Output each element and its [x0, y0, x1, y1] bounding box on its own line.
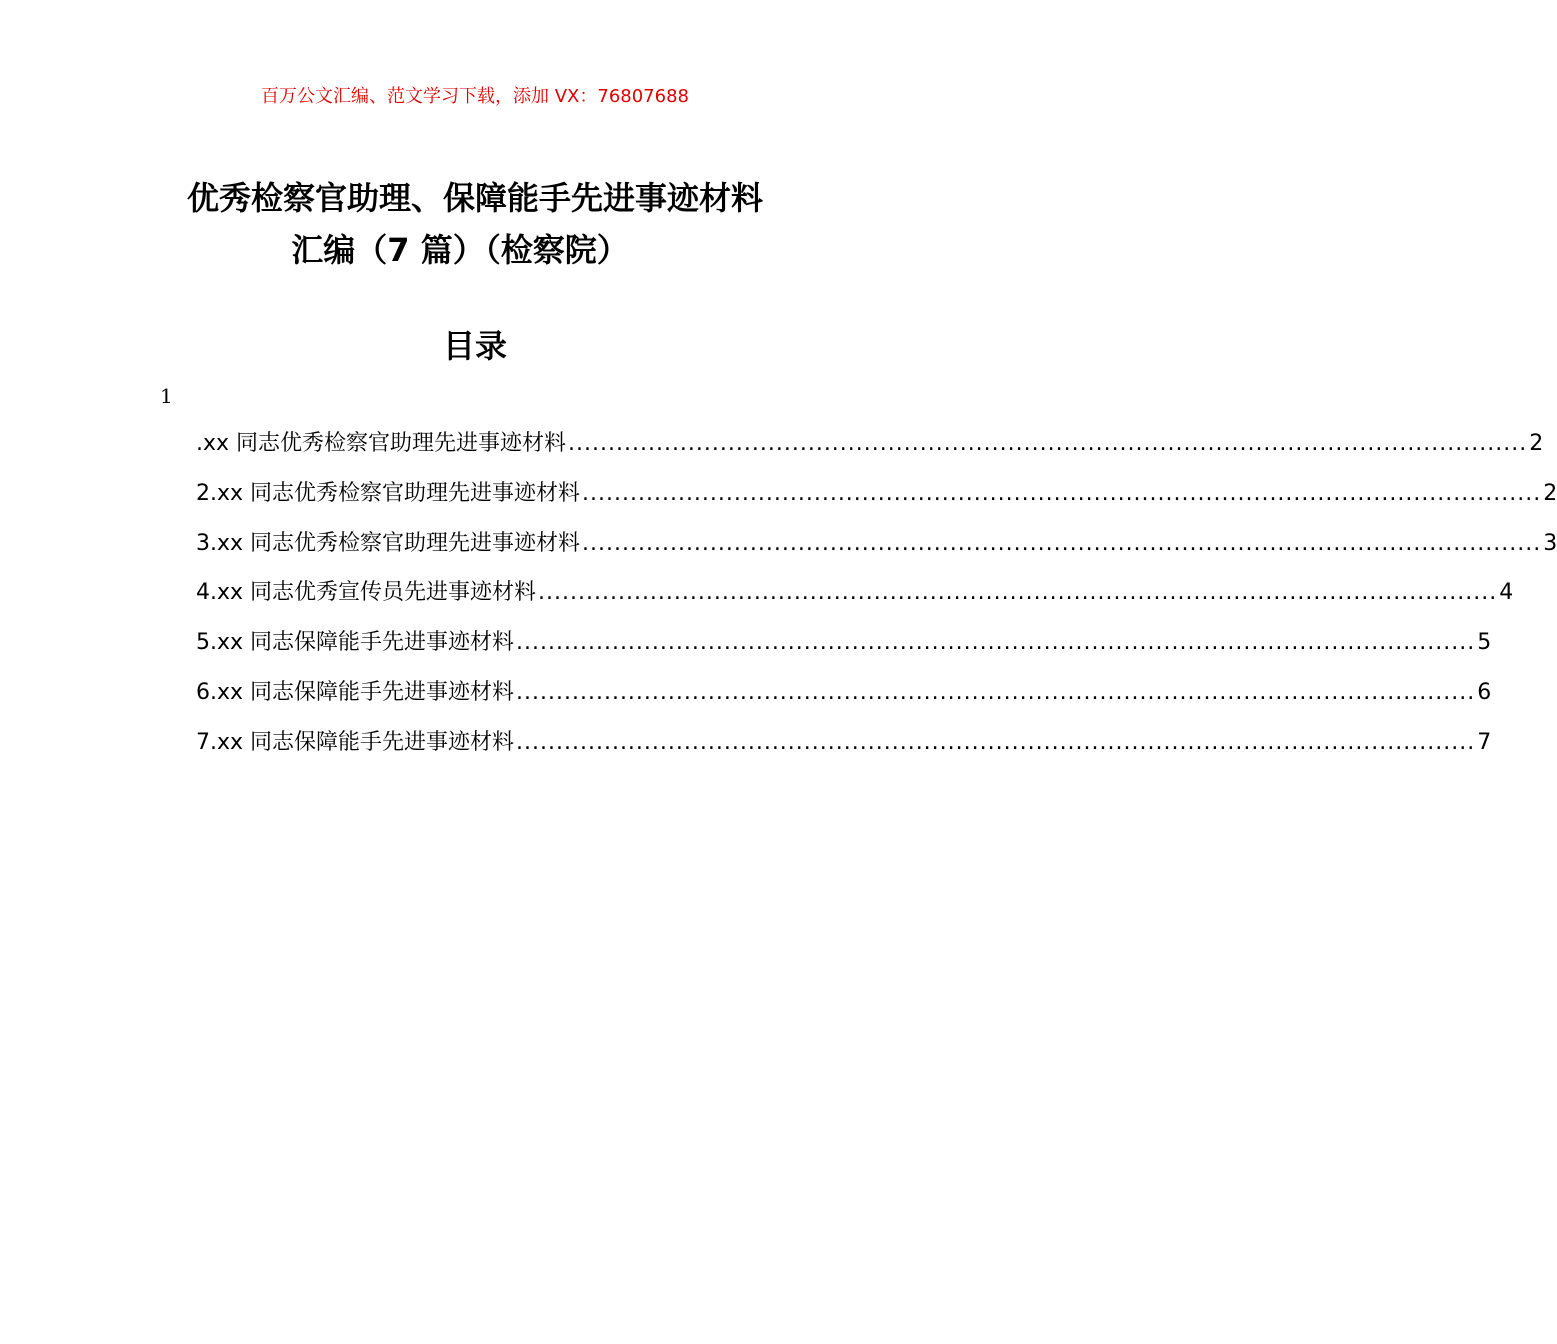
toc-dot-leader: ........................................................................................................................	[582, 480, 1542, 506]
header-note: 百万公文汇编、范文学习下载，添加 VX：76807688	[261, 86, 689, 107]
document-title-line-2: 汇编（7 篇）（检察院）	[291, 231, 629, 269]
toc-page-number: 2	[1543, 480, 1557, 506]
document-title-line-1: 优秀检察官助理、保障能手先进事迹材料	[186, 179, 763, 217]
toc-entry-title: 5.xx 同志保障能手先进事迹材料	[196, 630, 515, 656]
table-of-contents	[196, 421, 1557, 770]
toc-entry-5[interactable]	[196, 620, 1492, 670]
toc-entry-title: 3.xx 同志优秀检察官助理先进事迹材料	[196, 530, 581, 556]
toc-entry-4[interactable]	[196, 570, 1514, 620]
toc-entry-title: 6.xx 同志保障能手先进事迹材料	[196, 679, 515, 705]
toc-entry-3[interactable]	[196, 521, 1557, 571]
toc-page-number: 5	[1477, 630, 1492, 656]
toc-entry-title: 2.xx 同志优秀检察官助理先进事迹材料	[196, 480, 581, 506]
stray-number: 1	[160, 384, 173, 408]
toc-entry-title: .xx 同志优秀检察官助理先进事迹材料	[196, 431, 567, 456]
toc-entry-title: 4.xx 同志优秀宣传员先进事迹材料	[196, 580, 537, 606]
toc-entry-title: 7.xx 同志保障能手先进事迹材料	[196, 729, 515, 755]
toc-heading: 目录	[442, 327, 507, 365]
document-title	[80, 172, 870, 276]
toc-dot-leader: ........................................................................................................................	[516, 679, 1476, 705]
toc-dot-leader: ........................................................................................................................	[538, 580, 1498, 606]
toc-dot-leader: ........................................................................................................................	[516, 630, 1476, 656]
toc-entry-7[interactable]	[196, 720, 1492, 770]
toc-page-number: 7	[1477, 729, 1492, 755]
toc-entry-2[interactable]	[196, 471, 1557, 521]
toc-dot-leader: ........................................................................................................................	[568, 431, 1528, 456]
toc-dot-leader: ........................................................................................................................	[582, 530, 1542, 556]
toc-dot-leader: ........................................................................................................................	[516, 729, 1476, 755]
toc-page-number: 4	[1499, 580, 1514, 606]
toc-entry-6[interactable]	[196, 670, 1492, 720]
toc-page-number: 3	[1543, 530, 1557, 556]
toc-entry-1[interactable]	[196, 421, 1544, 471]
toc-page-number: 2	[1529, 431, 1544, 456]
toc-page-number: 6	[1477, 679, 1492, 705]
